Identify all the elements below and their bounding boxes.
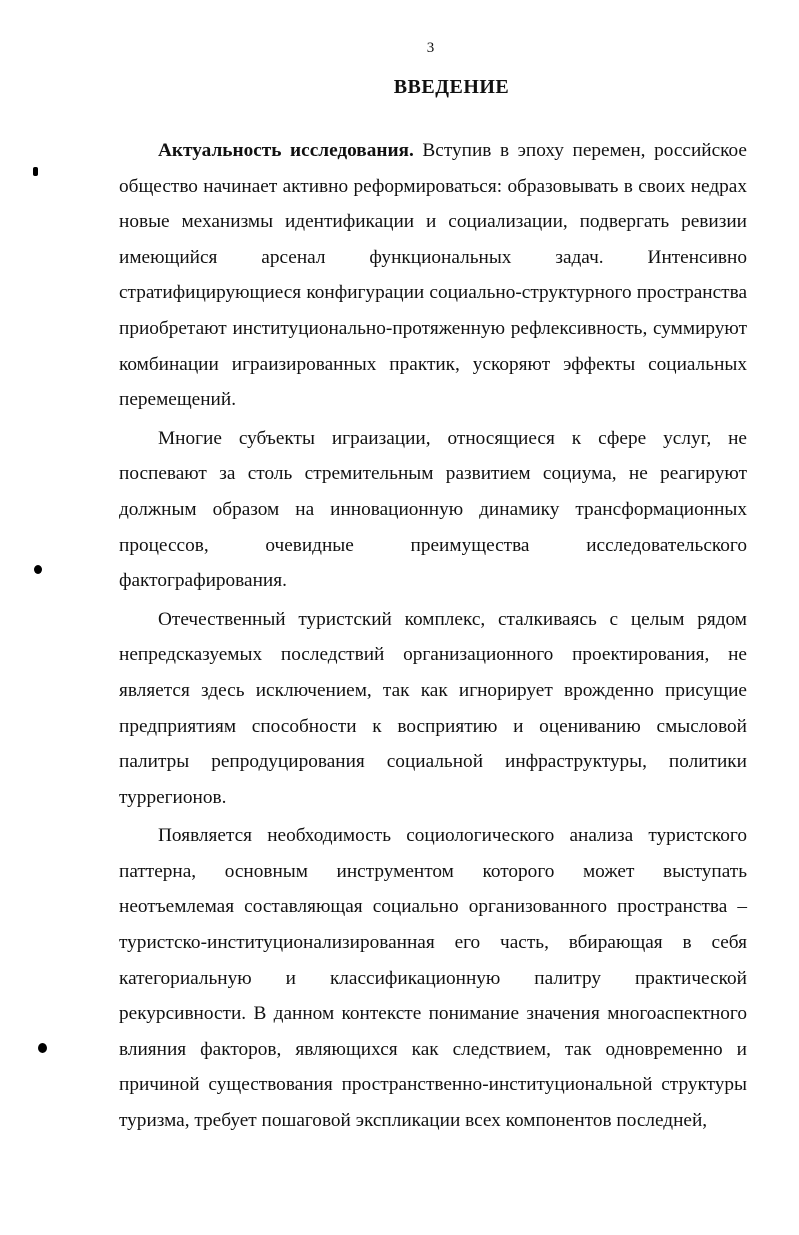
- paragraph-lead: Актуальность исследования.: [158, 140, 414, 161]
- scan-mark: [38, 1043, 47, 1053]
- scan-mark: [34, 565, 42, 574]
- scan-mark: [33, 167, 38, 176]
- document-body: [119, 133, 747, 1139]
- paragraph: Отечественный туристский комплекс, сталкиваясь с целым рядом непредсказуемых последствий организационного проектирования, не является здесь исключением, так как игнорирует врожденно присущие предприятиям способности к восприятию и оцениванию смысловой палитры репродуцирования социальной инфраструктуры, политики туррегионов.: [119, 608, 747, 808]
- paragraph-relevance: [119, 133, 747, 418]
- page-title: ВВЕДЕНИЕ: [393, 76, 510, 98]
- paragraph: Многие субъекты играизации, относящиеся к сфере услуг, не поспевают за столь стремительным развитием социума, не реагируют должным образом на инновационную динамику трансформационных процессов, очевидные преимущества исследовательского фактографирования.: [119, 427, 747, 592]
- paragraph: Появляется необходимость социологического анализа туристского паттерна, основным инструментом которого может выступать неотъемлемая составляющая социально организованного пространства – туристско-институционализированная его часть, вбирающая в себя категориальную и классификационную палитру практической рекурсивности. В данном контексте понимание значения многоаспектного влияния факторов, являющихся как следствием, так одновременно и причиной существования пространственно-институциональной структуры туризма, требует пошаговой экспликации всех компонентов последней,: [119, 825, 747, 1132]
- page-number: 3: [426, 40, 435, 56]
- paragraph-text: Вступив в эпоху перемен, российское общество начинает активно реформироваться: образовывать в своих недрах новые механизмы идентификации и социализации, подвергать ревизии имеющийся арсенал функциональных задач. Интенсивно стратифицирующиеся конфигурации социально-структурного пространства приобретают институционально-протяженную рефлексивность, суммируют комбинации играизированных практик, ускоряют эффекты социальных перемещений.: [119, 140, 747, 411]
